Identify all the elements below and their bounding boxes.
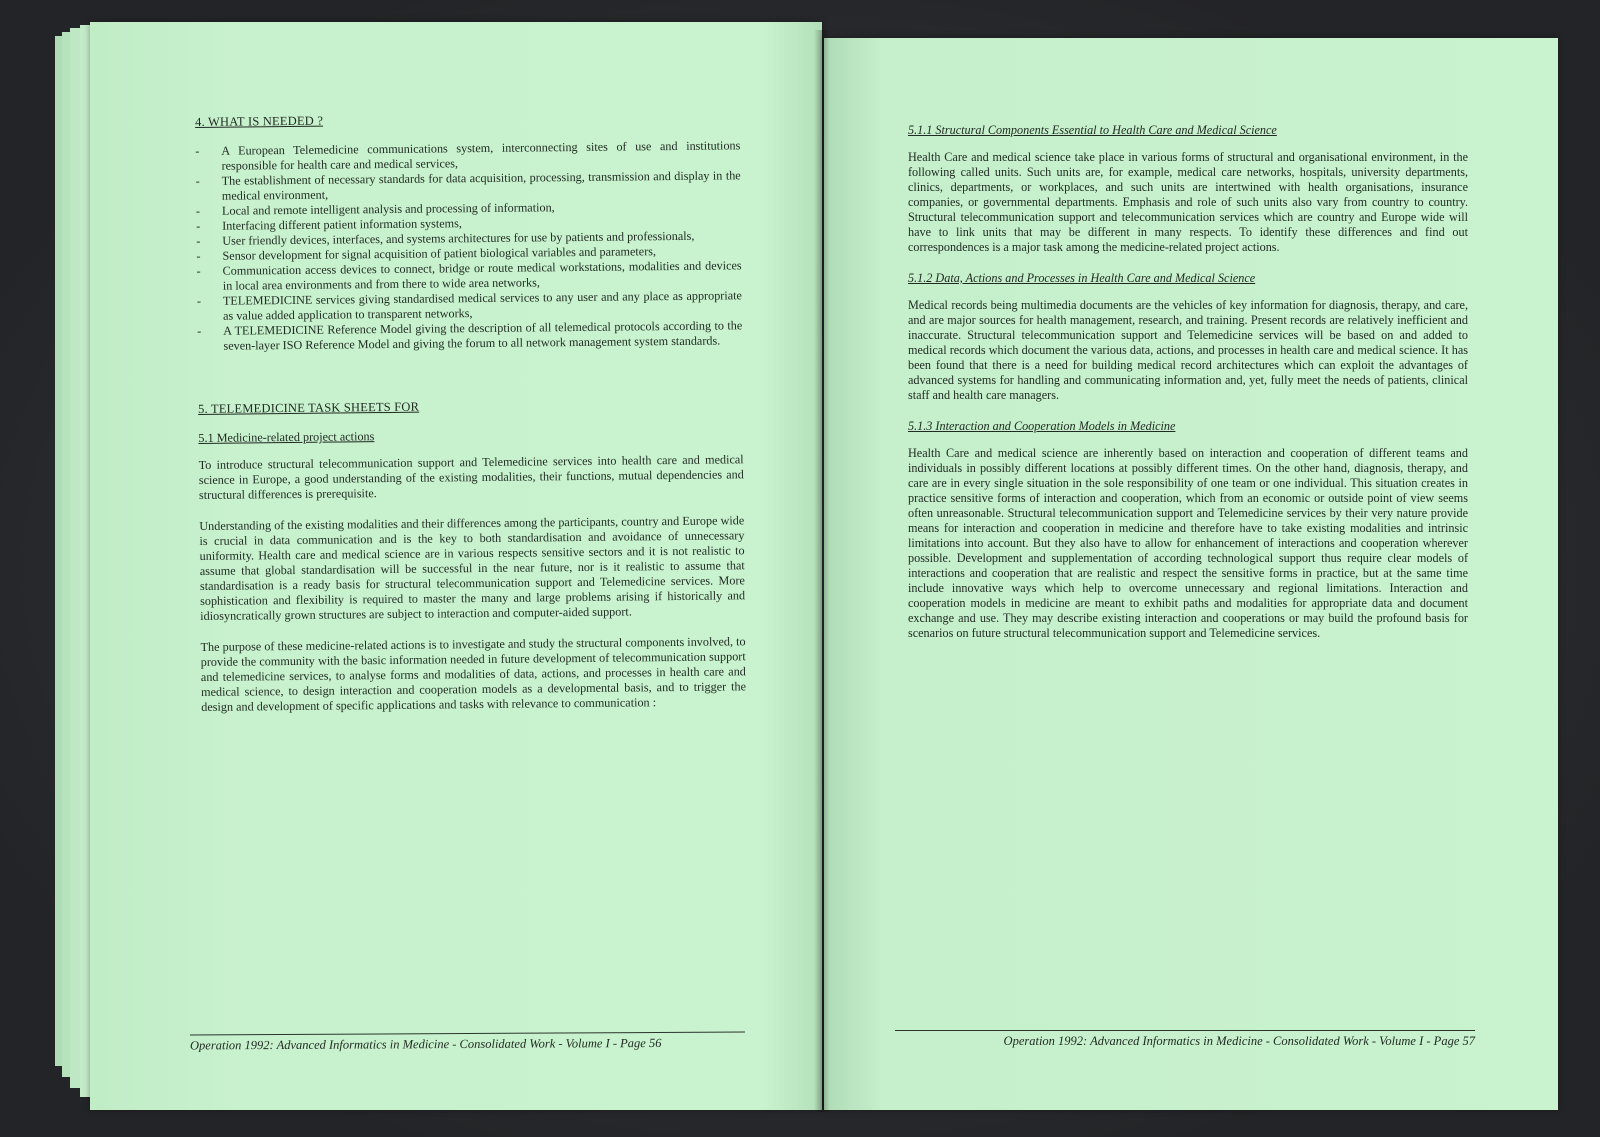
list-item: - Local and remote intelligent analysis and processing of information, bbox=[196, 198, 741, 219]
list-item: - Interfacing different patient information systems, bbox=[196, 213, 741, 234]
list-item: - A TELEMEDICINE Reference Model giving the description of all telemedical protocols according to the seven-layer ISO Reference Model and giving the forum to all network management system standards. bbox=[197, 318, 742, 354]
list-item: - The establishment of necessary standards for data acquisition, processing, transmission and display in the medical environment, bbox=[196, 168, 741, 204]
needs-list bbox=[195, 138, 742, 354]
section-5-1-3-heading: 5.1.3 Interaction and Cooperation Models in Medicine bbox=[908, 419, 1176, 433]
section-4-heading: 4. WHAT IS NEEDED ? bbox=[195, 113, 324, 129]
paragraph: Understanding of the existing modalities and their differences among the participants, country and Europe wide is crucial in data communication and is the key to both standardisation and avoidance of unnecessary uniformity. Health care and medical science are in various respects sensitive sectors and it is not realistic to assume that global standardisation will be successful in the near future, nor is it realistic to assume that standardisation is a ready basis for structural telecommunication support and Telemedicine services. More sophistication and flexibility is required to master the many and large problems arising if historically and idiosyncratically grown structures are subject to interaction and computer-aided support. bbox=[199, 513, 746, 623]
right-page-footer: Operation 1992: Advanced Informatics in Medicine - Consolidated Work - Volume I - Page 57 bbox=[895, 1030, 1475, 1049]
paragraph: Medical records being multimedia documents are the vehicles of key information for diagnosis, therapy, and care, and are major sources for health management, research, and training. Present records are relatively inefficient and inaccurate. Structural telecommunication support and Telemedicine services will be based on and added to medical records which document the various data, actions, and processes in health care and medical science. It has been found that there is a need for building medical record architectures which can exploit the advantages of advanced systems for handling and communicating information and, yet, fully meet the needs of patients, clinical staff and health care managers. bbox=[908, 298, 1468, 402]
paragraph: Health Care and medical science are inherently based on interaction and cooperation of different teams and individuals in possibly different locations at possibly different times. On the other hand, diagnosis, therapy, and care are in every single situation in the sole responsibility of one team or one individual. This situation creates in practice sensitive forms of interaction and cooperation, which from an economic or outside point of view seems often unreasonable. Structural telecommunication support and Telemedicine services by their very nature provide means for interaction and cooperation in medicine and therefore have to take existing modalities and intrinsic limitations into account. But they also have to allow for enhancement of interactions and cooperation wherever possible. Development and supplementation of according technological support thus require clear models of interactions and cooperation that are realistic and respect the sensitive forms in practice, but at the same time include innovative ways which help to overcome unnecessary and regional limitations. Interaction and cooperation models in medicine are meant to exhibit paths and modalities for appropriate data and document exchange and use. They may describe existing interaction and cooperations or may build the profound basis for scenarios on future structural telecommunication support and Telemedicine services. bbox=[908, 446, 1468, 640]
section-5-1-1-heading: 5.1.1 Structural Components Essential to Health Care and Medical Science bbox=[908, 123, 1277, 137]
book-gutter bbox=[814, 30, 830, 1112]
list-item: - A European Telemedicine communications system, interconnecting sites of use and institutions responsible for health care and medical services, bbox=[195, 138, 740, 174]
list-item: - Communication access devices to connect, bridge or route medical workstations, modalities and devices in local area environments and from there to wide area networks, bbox=[197, 258, 742, 294]
left-page-footer: Operation 1992: Advanced Informatics in Medicine - Consolidated Work - Volume I - Page 56 bbox=[190, 1032, 745, 1054]
paragraph: The purpose of these medicine-related actions is to investigate and study the structural components involved, to provide the community with the basic information needed in future development of telecommunication support and telemedicine services, to analyse forms and modalities of data, actions, and processes in health care and medical science, to design interaction and cooperation models as a developmental basis, and to trigger the design and development of specific applications and tasks with relevance to communication : bbox=[200, 634, 747, 714]
list-item: - User friendly devices, interfaces, and systems architectures for use by patients and professionals, bbox=[196, 228, 741, 249]
list-item: - Sensor development for signal acquisition of patient biological variables and parameters, bbox=[196, 243, 741, 264]
left-page-content bbox=[195, 109, 746, 731]
paragraph: To introduce structural telecommunication support and Telemedicine services into health care and medical science in Europe, a good understanding of the existing modalities, their functions, mutual dependencies and structural differences is prerequisite. bbox=[198, 452, 744, 502]
list-item: - TELEMEDICINE services giving standardised medical services to any user and any place as appropriate as value added application to transparent networks, bbox=[197, 288, 742, 324]
paragraph: Health Care and medical science take place in various forms of structural and organisational environment, in the following called units. Such units are, for example, medical care networks, hospitals, university departments, clinics, departments, or workplaces, and such units are intertwined with health organisations, insurance companies, or governmental departments. Emphasis and role of such units also vary from country to country. Structural telecommunication support and telecommunication services which are country and Europe wide will have to link units that may be different in many respects. To identify these differences and find out correspondences is a major task among the medicine-related project actions. bbox=[908, 150, 1468, 254]
section-5-1-heading: 5.1 Medicine-related project actions bbox=[198, 429, 375, 445]
section-5-1-2-heading: 5.1.2 Data, Actions and Processes in Health Care and Medical Science bbox=[908, 271, 1256, 285]
right-page-content bbox=[908, 123, 1468, 657]
section-5-heading: 5. TELEMEDICINE TASK SHEETS FOR bbox=[198, 399, 420, 416]
